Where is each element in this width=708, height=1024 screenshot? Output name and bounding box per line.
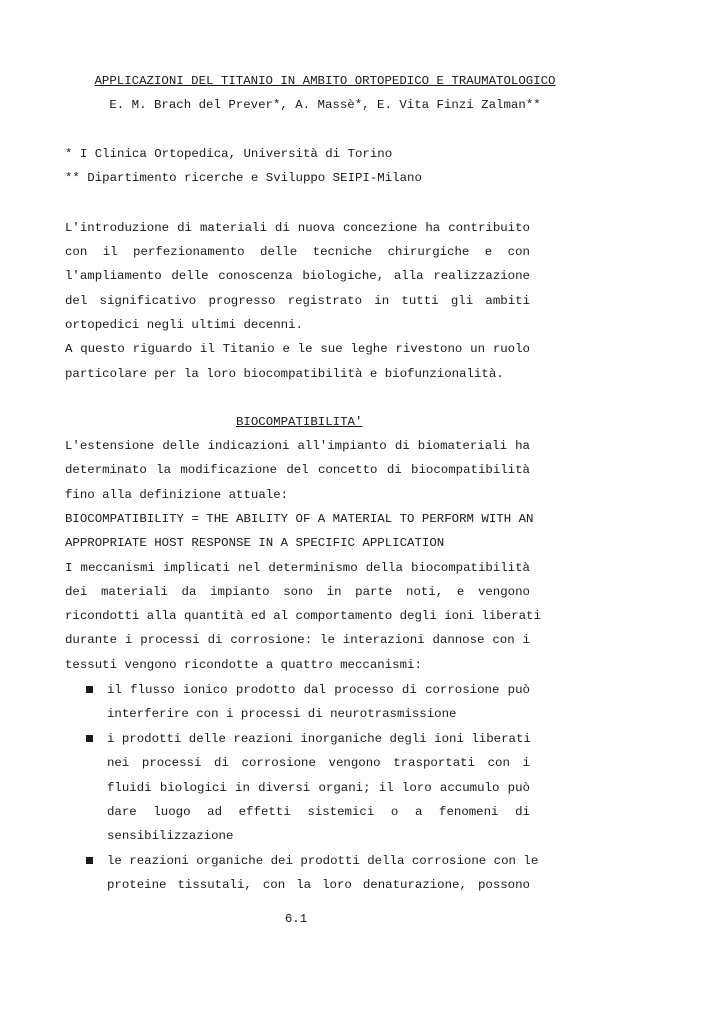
bullet-square-icon bbox=[86, 857, 93, 864]
document-title: APPLICAZIONI DEL TITANIO IN AMBITO ORTOPEDICO E TRAUMATOLOGICO bbox=[94, 74, 556, 88]
bullet-line: dare luogo ad effetti sistemici o a fenomeni di bbox=[107, 805, 530, 819]
bullet-line: i prodotti delle reazioni inorganiche degli ioni liberati bbox=[107, 732, 531, 746]
bullet-line: proteine tissutali, con la loro denaturazione, possono bbox=[107, 878, 530, 892]
intro-line: ortopedici negli ultimi decenni. bbox=[65, 318, 303, 332]
bullet-line: nei processi di corrosione vengono trasportati con i bbox=[107, 756, 530, 770]
bullet-line: il flusso ionico prodotto dal processo di corrosione può bbox=[107, 683, 530, 697]
body-line: ricondotti alla quantità ed al comportamento degli ioni liberati bbox=[65, 609, 541, 623]
body-line: I meccanismi implicati nel determinismo della biocompatibilità bbox=[65, 561, 530, 575]
body-line: dei materiali da impianto sono in parte noti, e vengono bbox=[65, 585, 530, 599]
intro-line: L'introduzione di materiali di nuova concezione ha contribuito bbox=[65, 221, 530, 235]
body-line: tessuti vengono ricondotte a quattro meccanismi: bbox=[65, 658, 422, 672]
bullet-square-icon bbox=[86, 735, 93, 742]
body-line: fino alla definizione attuale: bbox=[65, 488, 289, 502]
intro-line: l'ampliamento delle conoscenza biologiche, alla realizzazione bbox=[65, 269, 530, 283]
intro-line: del significativo progresso registrato in tutti gli ambiti bbox=[65, 294, 530, 308]
body-line: determinato la modificazione del concetto di biocompatibilità bbox=[65, 463, 530, 477]
body-line: APPROPRIATE HOST RESPONSE IN A SPECIFIC APPLICATION bbox=[65, 536, 445, 550]
authors-line: E. M. Brach del Prever*, A. Massè*, E. Vita Finzi Zalman** bbox=[109, 98, 541, 112]
section-heading: BIOCOMPATIBILITA' bbox=[236, 415, 363, 429]
body-line: BIOCOMPATIBILITY = THE ABILITY OF A MATERIAL TO PERFORM WITH AN bbox=[65, 512, 534, 526]
intro-line: particolare per la loro biocompatibilità e biofunzionalità. bbox=[65, 367, 504, 381]
bullet-line: fluidi biologici in diversi organi; il loro accumulo può bbox=[107, 781, 530, 795]
affiliation-2: ** Dipartimento ricerche e Sviluppo SEIPI-Milano bbox=[65, 171, 422, 185]
body-line: L'estensione delle indicazioni all'impianto di biomateriali ha bbox=[65, 439, 530, 453]
intro-line: con il perfezionamento delle tecniche chirurgiche e con bbox=[65, 245, 530, 259]
affiliation-1: * I Clinica Ortopedica, Università di Torino bbox=[65, 147, 393, 161]
bullet-square-icon bbox=[86, 686, 93, 693]
bullet-line: le reazioni organiche dei prodotti della corrosione con le bbox=[107, 854, 539, 868]
bullet-line: sensibilizzazione bbox=[107, 829, 234, 843]
page-number: 6.1 bbox=[284, 912, 308, 926]
bullet-line: interferire con i processi di neurotrasmissione bbox=[107, 707, 457, 721]
intro-line: A questo riguardo il Titanio e le sue leghe rivestono un ruolo bbox=[65, 342, 530, 356]
body-line: durante i processi di corrosione: le interazioni dannose con i bbox=[65, 633, 530, 647]
